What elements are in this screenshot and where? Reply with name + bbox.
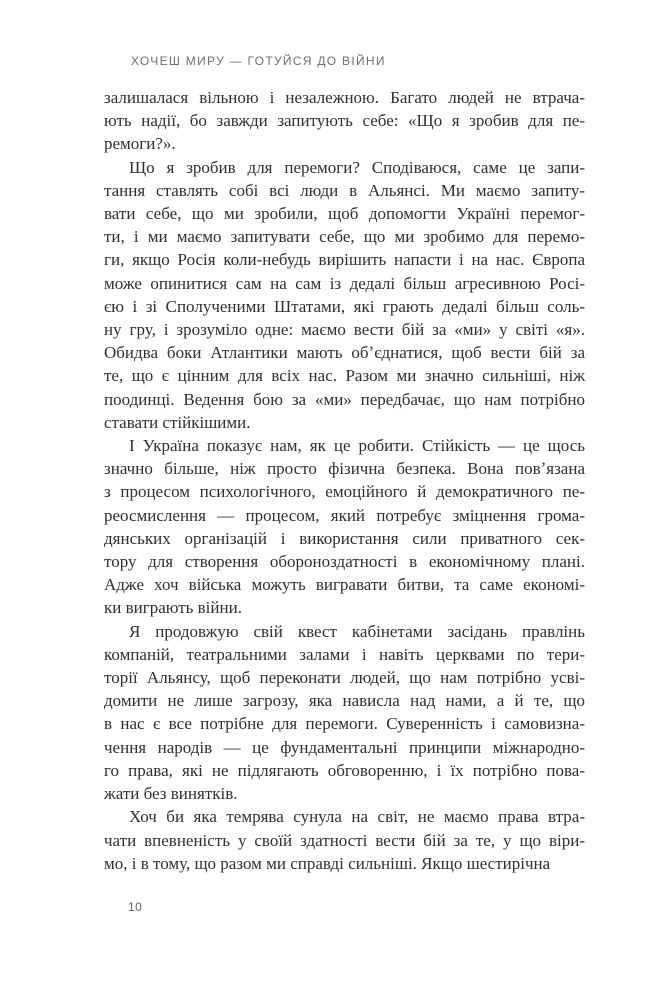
text-line: в нас є все потрібне для перемоги. Суверенність і самовизна- xyxy=(104,714,585,734)
text-line: значно більше, ніж просто фізична безпека. Вона повʼязана xyxy=(104,459,585,479)
running-header: ХОЧЕШ МИРУ — ГОТУЙСЯ ДО ВІЙНИ xyxy=(131,54,386,68)
text-line: поодинці. Ведення бою за «ми» передбачає, що нам потрібно xyxy=(104,389,585,409)
text-line: ги, якщо Росія коли-небудь вирішить напасти і на нас. Європа xyxy=(104,250,585,270)
paragraph xyxy=(104,434,585,620)
paragraph xyxy=(104,805,585,875)
page-number: 10 xyxy=(128,900,143,914)
text-line: дянських організацій і використання сили приватного сек- xyxy=(104,528,585,548)
text-line: І Україна показує нам, як це робити. Стійкість — це щось xyxy=(129,436,585,456)
text-line: тору для створення обороноздатності в економічному плані. xyxy=(104,552,585,572)
text-line: чати впевненість у своїй здатності вести бій за те, у що віри- xyxy=(104,830,585,850)
text-line: ти, і ми маємо запитувати себе, що ми зробимо для перемо- xyxy=(104,227,585,247)
text-line: вати себе, що ми зробили, щоб допомогти Україні перемог- xyxy=(104,204,585,224)
text-line: Хоч би яка темрява сунула на світ, не маємо права втра- xyxy=(129,807,585,827)
text-line: Адже хоч війська можуть вигравати битви, та саме економі- xyxy=(104,575,585,595)
text-line: єю і зі Сполученими Штатами, які грають дедалі більш соль- xyxy=(104,296,585,316)
text-line: ставати стійкішими. xyxy=(104,412,251,432)
text-line: торії Альянсу, щоб переконати людей, що нам потрібно усві- xyxy=(104,668,585,688)
text-line: го права, які не підлягають обговоренню, і їх потрібно пова- xyxy=(104,760,585,780)
text-line: Що я зробив для перемоги? Сподіваюся, саме це запи- xyxy=(129,157,585,177)
text-line: Я продовжую свій квест кабінетами засідань правлінь xyxy=(129,621,585,641)
text-line: компаній, театральними залами і навіть церквами по тери- xyxy=(104,644,585,664)
text-line: те, що є цінним для всіх нас. Разом ми значно сильніші, ніж xyxy=(104,366,585,386)
text-line: ремоги?». xyxy=(104,134,176,154)
text-line: чення народів — це фундаментальні принципи міжнародно- xyxy=(104,737,585,757)
text-line: Обидва боки Атлантики мають обʼєднатися, щоб вести бій за xyxy=(104,343,585,363)
text-line: ну гру, і зрозуміло одне: маємо вести бій за «ми» у світі «я». xyxy=(104,320,585,340)
text-line: реосмислення — процесом, який потребує зміцнення грома- xyxy=(104,505,585,525)
text-line: з процесом психологічного, емоційного й демократичного пе- xyxy=(104,482,585,502)
text-line: залишалася вільною і незалежною. Багато людей не втрача- xyxy=(104,88,585,107)
text-line: жати без винятків. xyxy=(104,784,238,804)
text-line: тання ставлять собі всі люди в Альянсі. Ми маємо запиту- xyxy=(104,180,585,200)
body-text-block xyxy=(104,86,585,875)
paragraph xyxy=(104,86,585,156)
paragraph xyxy=(104,156,585,434)
text-line: домити не лише загрозу, яка нависла над нами, а й те, що xyxy=(104,691,585,711)
text-line: може опинитися сам на сам із дедалі більш агресивною Росі- xyxy=(104,273,585,293)
paragraph xyxy=(104,620,585,806)
text-line: ють надії, бо завжди запитують себе: «Що я зробив для пе- xyxy=(104,111,585,131)
text-line: мо, і в тому, що разом ми справді сильніші. Якщо шестирічна xyxy=(104,853,551,873)
text-line: ки виграють війни. xyxy=(104,598,242,618)
